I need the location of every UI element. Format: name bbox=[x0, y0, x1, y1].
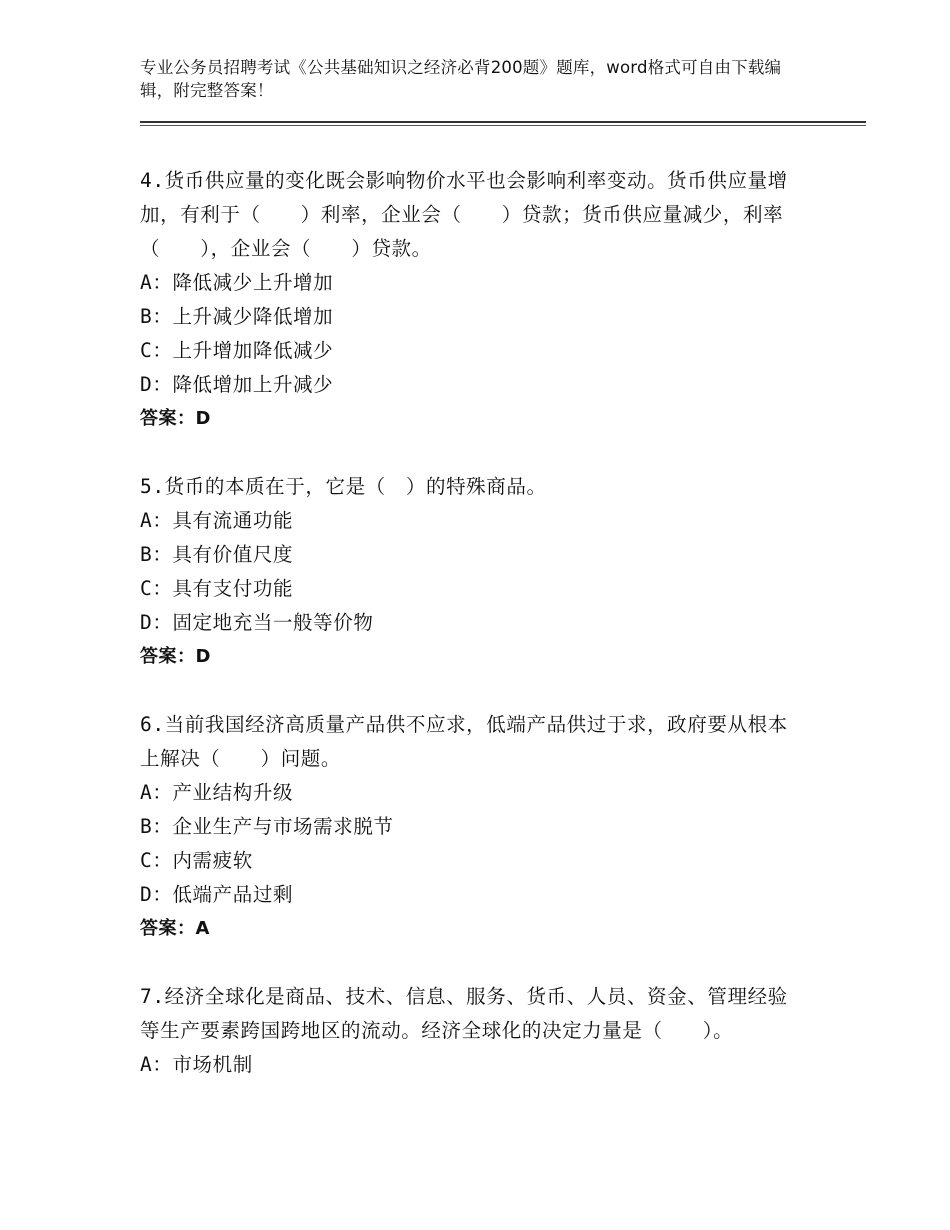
option-a: A：产业结构升级 bbox=[140, 781, 294, 804]
header-divider-thick bbox=[140, 121, 866, 123]
answer: 答案：D bbox=[140, 646, 211, 667]
question-5 bbox=[140, 470, 800, 674]
question-text: 7.经济全球化是商品、技术、信息、服务、货币、人员、资金、管理经验等生产要素跨国跨地区的流动。经济全球化的决定力量是（ ）。 bbox=[140, 985, 788, 1042]
question-text: 4.货币供应量的变化既会影响物价水平也会影响利率变动。货币供应量增加，有利于（ ）利率，企业会（ ）贷款；货币供应量减少，利率（ ），企业会（ ）贷款。 bbox=[140, 169, 788, 260]
question-7 bbox=[140, 980, 800, 1082]
option-a: A：具有流通功能 bbox=[140, 509, 294, 532]
option-c: C：具有支付功能 bbox=[140, 577, 294, 600]
option-a: A：降低减少上升增加 bbox=[140, 271, 334, 294]
question-4 bbox=[140, 164, 800, 436]
option-d: D：降低增加上升减少 bbox=[140, 373, 334, 396]
question-list bbox=[140, 164, 800, 1116]
document-header: 专业公务员招聘考试《公共基础知识之经济必背200题》题库，word格式可自由下载编辑，附完整答案！ bbox=[140, 58, 782, 100]
option-b: B：企业生产与市场需求脱节 bbox=[140, 815, 394, 838]
answer: 答案：A bbox=[140, 918, 210, 939]
header-divider-thin bbox=[140, 125, 866, 126]
question-6 bbox=[140, 708, 800, 946]
question-text: 5.货币的本质在于，它是（ ）的特殊商品。 bbox=[140, 475, 547, 498]
option-b: B：具有价值尺度 bbox=[140, 543, 294, 566]
option-b: B：上升减少降低增加 bbox=[140, 305, 334, 328]
option-c: C：上升增加降低减少 bbox=[140, 339, 334, 362]
answer: 答案：D bbox=[140, 408, 211, 429]
option-a: A：市场机制 bbox=[140, 1053, 253, 1076]
option-d: D：低端产品过剩 bbox=[140, 883, 294, 906]
option-d: D：固定地充当一般等价物 bbox=[140, 611, 374, 634]
question-text: 6.当前我国经济高质量产品供不应求，低端产品供过于求，政府要从根本上解决（ ）问题。 bbox=[140, 713, 788, 770]
option-c: C：内需疲软 bbox=[140, 849, 253, 872]
